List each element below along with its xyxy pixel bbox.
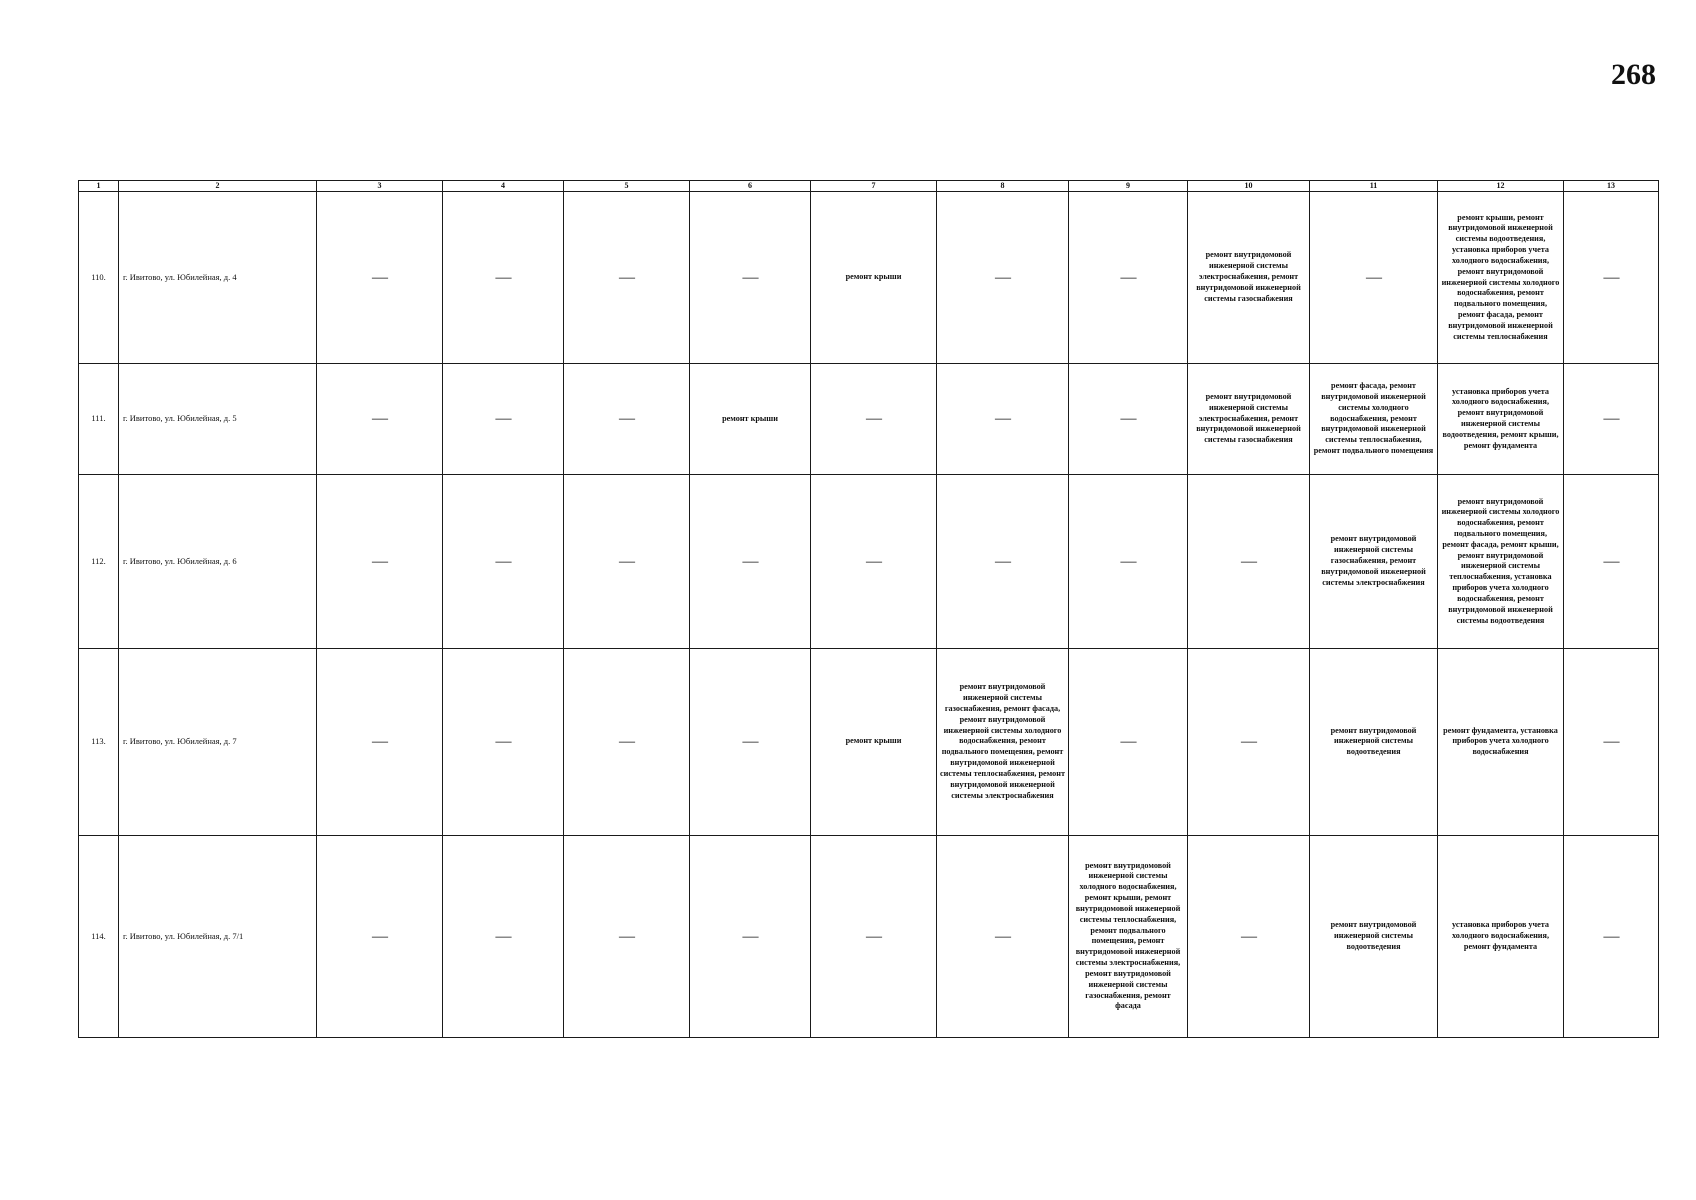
- empty-dash-cell: [937, 475, 1069, 649]
- repair-works-cell: ремонт внутридомовой инженерной системы электроснабжения, ремонт внутридомовой инженерной системы газоснабжения: [1188, 363, 1310, 474]
- column-number: 1: [79, 181, 119, 192]
- dash-mark: —: [495, 410, 511, 428]
- empty-dash-cell: [317, 648, 443, 835]
- dash-mark: —: [995, 552, 1010, 570]
- empty-dash-cell: [564, 648, 690, 835]
- empty-dash-cell: [1188, 835, 1310, 1037]
- column-number: 7: [811, 181, 937, 192]
- column-number: 3: [317, 181, 443, 192]
- dash-mark: —: [619, 927, 634, 945]
- empty-dash-cell: [811, 363, 937, 474]
- empty-dash-cell: [317, 192, 443, 364]
- dash-mark: —: [742, 268, 758, 286]
- dash-mark: —: [995, 410, 1010, 428]
- table-row: [79, 475, 1659, 649]
- empty-dash-cell: [564, 363, 690, 474]
- dash-mark: —: [742, 927, 758, 945]
- repair-works-cell: ремонт внутридомовой инженерной системы газоснабжения, ремонт внутридомовой инженерной системы электроснабжения: [1310, 475, 1438, 649]
- dash-mark: —: [619, 733, 634, 751]
- empty-dash-cell: [317, 835, 443, 1037]
- empty-dash-cell: [564, 835, 690, 1037]
- dash-mark: —: [372, 410, 387, 428]
- dash-mark: —: [995, 268, 1010, 286]
- repair-works-cell: установка приборов учета холодного водоснабжения, ремонт фундамента: [1438, 835, 1564, 1037]
- empty-dash-cell: [317, 363, 443, 474]
- empty-dash-cell: [690, 192, 811, 364]
- repair-works-cell: ремонт внутридомовой инженерной системы электроснабжения, ремонт внутридомовой инженерной системы газоснабжения: [1188, 192, 1310, 364]
- empty-dash-cell: [1564, 835, 1659, 1037]
- dash-mark: —: [495, 268, 511, 286]
- dash-mark: —: [742, 552, 758, 570]
- repair-works-cell: ремонт фасада, ремонт внутридомовой инженерной системы холодного водоснабжения, ремонт внутридомовой инженерной системы теплоснабжения, ремонт подвального помещения: [1310, 363, 1438, 474]
- empty-dash-cell: [317, 475, 443, 649]
- dash-mark: —: [372, 268, 387, 286]
- dash-mark: —: [495, 552, 511, 570]
- empty-dash-cell: [1564, 192, 1659, 364]
- address-cell: г. Ивитово, ул. Юбилейная, д. 5: [119, 363, 317, 474]
- repair-works-cell: ремонт крыши: [690, 363, 811, 474]
- dash-mark: —: [1241, 927, 1256, 945]
- dash-mark: —: [995, 927, 1010, 945]
- empty-dash-cell: [443, 475, 564, 649]
- dash-mark: —: [372, 733, 387, 751]
- row-number: 112.: [79, 475, 119, 649]
- empty-dash-cell: [1069, 192, 1188, 364]
- empty-dash-cell: [1564, 475, 1659, 649]
- dash-mark: —: [1603, 552, 1619, 570]
- empty-dash-cell: [1310, 192, 1438, 364]
- repair-works-cell: установка приборов учета холодного водоснабжения, ремонт внутридомовой инженерной системы водоотведения, ремонт крыши, ремонт фундамента: [1438, 363, 1564, 474]
- dash-mark: —: [619, 410, 634, 428]
- row-number: 113.: [79, 648, 119, 835]
- repair-works-cell: ремонт фундамента, установка приборов учета холодного водоснабжения: [1438, 648, 1564, 835]
- repair-works-cell: ремонт крыши: [811, 648, 937, 835]
- empty-dash-cell: [937, 192, 1069, 364]
- empty-dash-cell: [937, 363, 1069, 474]
- column-number: 2: [119, 181, 317, 192]
- dash-mark: —: [742, 733, 758, 751]
- row-number: 114.: [79, 835, 119, 1037]
- dash-mark: —: [1120, 410, 1136, 428]
- dash-mark: —: [866, 927, 881, 945]
- empty-dash-cell: [1564, 363, 1659, 474]
- column-number: 6: [690, 181, 811, 192]
- repair-schedule-table: [78, 180, 1659, 1038]
- empty-dash-cell: [1069, 363, 1188, 474]
- dash-mark: —: [1603, 927, 1619, 945]
- table-row: [79, 835, 1659, 1037]
- table-row: [79, 648, 1659, 835]
- address-cell: г. Ивитово, ул. Юбилейная, д. 6: [119, 475, 317, 649]
- dash-mark: —: [866, 552, 881, 570]
- empty-dash-cell: [690, 475, 811, 649]
- repair-works-cell: ремонт внутридомовой инженерной системы водоотведения: [1310, 835, 1438, 1037]
- table-row: [79, 363, 1659, 474]
- page-number: 268: [1611, 58, 1656, 91]
- address-cell: г. Ивитово, ул. Юбилейная, д. 7: [119, 648, 317, 835]
- empty-dash-cell: [443, 648, 564, 835]
- empty-dash-cell: [564, 192, 690, 364]
- dash-mark: —: [619, 268, 634, 286]
- dash-mark: —: [1120, 552, 1136, 570]
- empty-dash-cell: [564, 475, 690, 649]
- dash-mark: —: [1603, 733, 1619, 751]
- address-cell: г. Ивитово, ул. Юбилейная, д. 7/1: [119, 835, 317, 1037]
- empty-dash-cell: [443, 363, 564, 474]
- repair-works-cell: ремонт внутридомовой инженерной системы газоснабжения, ремонт фасада, ремонт внутридомовой инженерной системы холодного водоснабжения, ремонт подвального помещения, ремонт внутридомовой инженерной системы теплоснабжения, ремонт внутридомовой инженерной системы электроснабжения: [937, 648, 1069, 835]
- dash-mark: —: [1241, 733, 1256, 751]
- column-number: 11: [1310, 181, 1438, 192]
- empty-dash-cell: [1069, 648, 1188, 835]
- empty-dash-cell: [811, 835, 937, 1037]
- dash-mark: —: [372, 552, 387, 570]
- empty-dash-cell: [1564, 648, 1659, 835]
- dash-mark: —: [1120, 733, 1136, 751]
- repair-works-cell: ремонт крыши, ремонт внутридомовой инженерной системы водоотведения, установка приборов учета холодного водоснабжения, ремонт внутридомовой инженерной системы холодного водоснабжения, ремонт подвального помещения, ремонт фасада, ремонт внутридомовой инженерной системы теплоснабжения: [1438, 192, 1564, 364]
- address-cell: г. Ивитово, ул. Юбилейная, д. 4: [119, 192, 317, 364]
- dash-mark: —: [1241, 552, 1256, 570]
- dash-mark: —: [1603, 410, 1619, 428]
- dash-mark: —: [372, 927, 387, 945]
- dash-mark: —: [495, 927, 511, 945]
- empty-dash-cell: [1188, 475, 1310, 649]
- column-number: 8: [937, 181, 1069, 192]
- repair-works-cell: ремонт внутридомовой инженерной системы холодного водоснабжения, ремонт крыши, ремонт внутридомовой инженерной системы теплоснабжения, ремонт подвального помещения, ремонт внутридомовой инженерной системы электроснабжения, ремонт внутридомовой инженерной системы газоснабжения, ремонт фасада: [1069, 835, 1188, 1037]
- repair-works-cell: ремонт крыши: [811, 192, 937, 364]
- empty-dash-cell: [443, 835, 564, 1037]
- empty-dash-cell: [937, 835, 1069, 1037]
- dash-mark: —: [1603, 268, 1619, 286]
- empty-dash-cell: [443, 192, 564, 364]
- column-number: 4: [443, 181, 564, 192]
- repair-works-cell: ремонт внутридомовой инженерной системы холодного водоснабжения, ремонт подвального помещения, ремонт фасада, ремонт крыши, ремонт внутридомовой инженерной системы теплоснабжения, установка приборов учета холодного водоснабжения, ремонт внутридомовой инженерной системы водоотведения: [1438, 475, 1564, 649]
- column-number-row: [79, 181, 1659, 192]
- column-number: 5: [564, 181, 690, 192]
- row-number: 111.: [79, 363, 119, 474]
- repair-works-cell: ремонт внутридомовой инженерной системы водоотведения: [1310, 648, 1438, 835]
- empty-dash-cell: [690, 648, 811, 835]
- empty-dash-cell: [690, 835, 811, 1037]
- column-number: 9: [1069, 181, 1188, 192]
- dash-mark: —: [1120, 268, 1136, 286]
- dash-mark: —: [495, 733, 511, 751]
- empty-dash-cell: [1069, 475, 1188, 649]
- column-number: 12: [1438, 181, 1564, 192]
- column-number: 13: [1564, 181, 1659, 192]
- empty-dash-cell: [811, 475, 937, 649]
- dash-mark: —: [1366, 268, 1381, 286]
- empty-dash-cell: [1188, 648, 1310, 835]
- row-number: 110.: [79, 192, 119, 364]
- dash-mark: —: [866, 410, 881, 428]
- column-number: 10: [1188, 181, 1310, 192]
- dash-mark: —: [619, 552, 634, 570]
- table-row: [79, 192, 1659, 364]
